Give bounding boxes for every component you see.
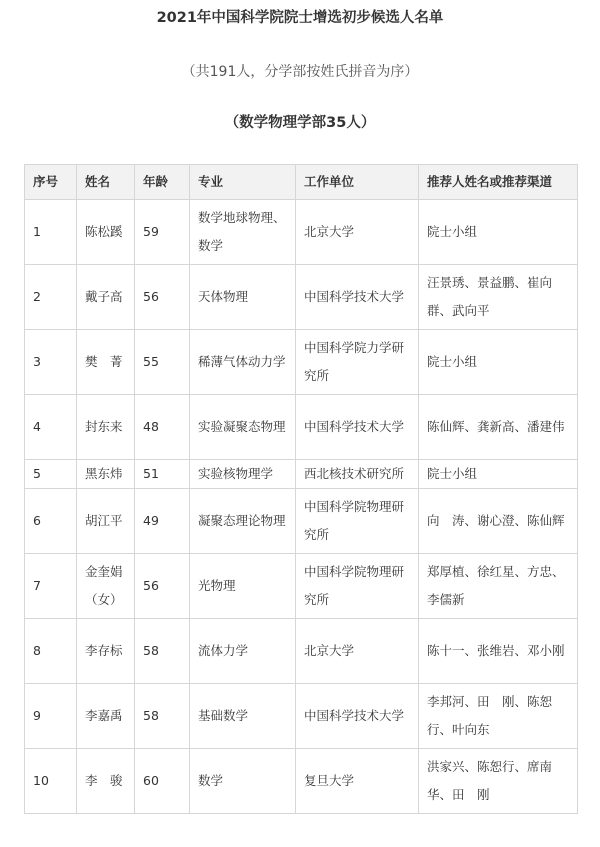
cell-unit: 复旦大学 — [296, 749, 419, 814]
document-subtitle: （共191人，分学部按姓氏拼音为序） — [181, 64, 419, 80]
cell-no: 1 — [25, 200, 77, 265]
header-age: 年龄 — [135, 165, 190, 200]
table-row — [25, 749, 578, 814]
cell-no: 4 — [25, 395, 77, 460]
cell-unit: 中国科学院物理研究所 — [296, 554, 419, 619]
header-name: 姓名 — [77, 165, 135, 200]
cell-recommender: 陈十一、张维岩、邓小刚 — [419, 619, 578, 684]
cell-recommender: 郑厚植、徐红星、方忠、李儒新 — [419, 554, 578, 619]
header-recommender: 推荐人姓名或推荐渠道 — [419, 165, 578, 200]
cell-recommender: 院士小组 — [419, 460, 578, 489]
cell-age: 60 — [135, 749, 190, 814]
header-field: 专业 — [190, 165, 296, 200]
cell-recommender: 院士小组 — [419, 330, 578, 395]
cell-no: 10 — [25, 749, 77, 814]
cell-recommender: 院士小组 — [419, 200, 578, 265]
table-header-row — [25, 165, 578, 200]
cell-field: 实验凝聚态物理 — [190, 395, 296, 460]
cell-unit: 中国科学技术大学 — [296, 395, 419, 460]
cell-recommender: 向 涛、谢心澄、陈仙辉 — [419, 489, 578, 554]
table-row — [25, 684, 578, 749]
cell-name: 黑东炜 — [77, 460, 135, 489]
cell-name: 樊 菁 — [77, 330, 135, 395]
cell-age: 56 — [135, 265, 190, 330]
table-row — [25, 330, 578, 395]
cell-field: 数学地球物理、数学 — [190, 200, 296, 265]
cell-field: 光物理 — [190, 554, 296, 619]
cell-age: 51 — [135, 460, 190, 489]
cell-age: 59 — [135, 200, 190, 265]
cell-field: 基础数学 — [190, 684, 296, 749]
cell-no: 8 — [25, 619, 77, 684]
cell-unit: 西北核技术研究所 — [296, 460, 419, 489]
cell-unit: 北京大学 — [296, 619, 419, 684]
cell-no: 9 — [25, 684, 77, 749]
cell-age: 56 — [135, 554, 190, 619]
cell-name: 李存标 — [77, 619, 135, 684]
cell-no: 2 — [25, 265, 77, 330]
cell-age: 48 — [135, 395, 190, 460]
header-unit: 工作单位 — [296, 165, 419, 200]
cell-field: 凝聚态理论物理 — [190, 489, 296, 554]
cell-no: 6 — [25, 489, 77, 554]
cell-name: 胡江平 — [77, 489, 135, 554]
table-row — [25, 460, 578, 489]
cell-unit: 中国科学技术大学 — [296, 684, 419, 749]
table-row — [25, 200, 578, 265]
cell-name: 封东来 — [77, 395, 135, 460]
cell-age: 55 — [135, 330, 190, 395]
cell-field: 稀薄气体动力学 — [190, 330, 296, 395]
cell-age: 58 — [135, 619, 190, 684]
cell-name: 金奎娟（女） — [77, 554, 135, 619]
table-row — [25, 619, 578, 684]
table-row — [25, 265, 578, 330]
cell-age: 49 — [135, 489, 190, 554]
cell-field: 流体力学 — [190, 619, 296, 684]
cell-no: 3 — [25, 330, 77, 395]
cell-unit: 北京大学 — [296, 200, 419, 265]
cell-name: 李 骏 — [77, 749, 135, 814]
cell-recommender: 李邦河、田 刚、陈恕行、叶向东 — [419, 684, 578, 749]
table-row — [25, 489, 578, 554]
cell-no: 7 — [25, 554, 77, 619]
header-no: 序号 — [25, 165, 77, 200]
cell-age: 58 — [135, 684, 190, 749]
table-row — [25, 554, 578, 619]
cell-field: 数学 — [190, 749, 296, 814]
cell-name: 戴子高 — [77, 265, 135, 330]
document-title: 2021年中国科学院院士增选初步候选人名单 — [156, 10, 444, 26]
section-heading: （数学物理学部35人） — [224, 115, 376, 131]
table-row — [25, 395, 578, 460]
cell-name: 陈松蹊 — [77, 200, 135, 265]
cell-field: 天体物理 — [190, 265, 296, 330]
cell-no: 5 — [25, 460, 77, 489]
cell-unit: 中国科学院物理研究所 — [296, 489, 419, 554]
cell-recommender: 洪家兴、陈恕行、席南华、田 刚 — [419, 749, 578, 814]
cell-name: 李嘉禹 — [77, 684, 135, 749]
cell-field: 实验核物理学 — [190, 460, 296, 489]
cell-unit: 中国科学院力学研究所 — [296, 330, 419, 395]
cell-unit: 中国科学技术大学 — [296, 265, 419, 330]
cell-recommender: 汪景琇、景益鹏、崔向群、武向平 — [419, 265, 578, 330]
candidate-table — [24, 164, 578, 814]
cell-recommender: 陈仙辉、龚新高、潘建伟 — [419, 395, 578, 460]
